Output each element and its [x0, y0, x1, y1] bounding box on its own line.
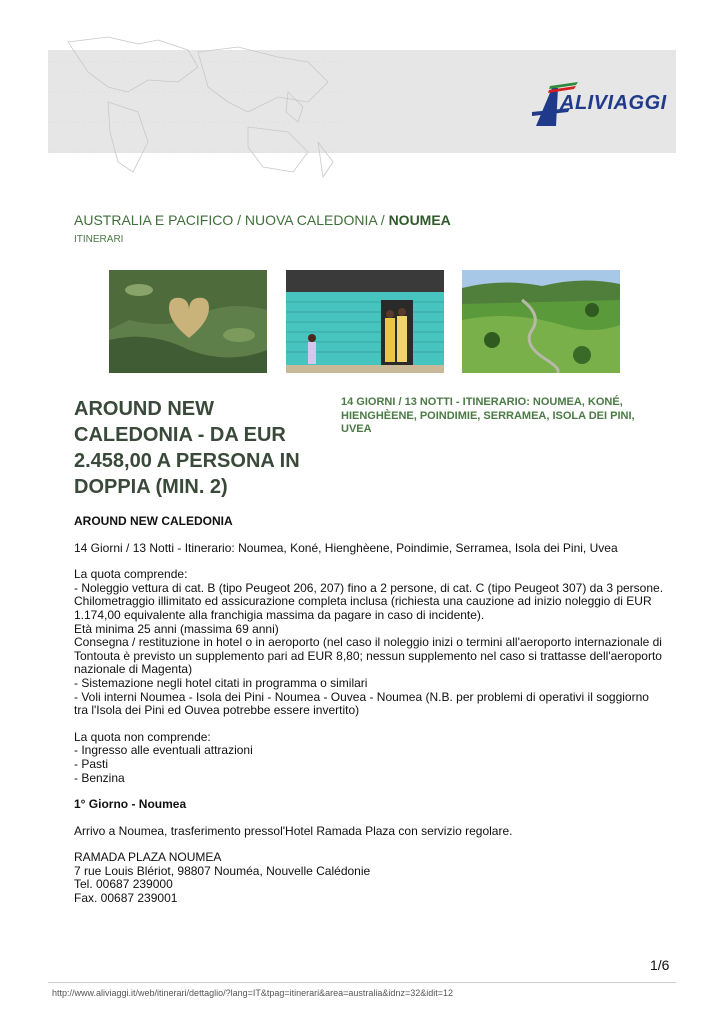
excludes-item: - Pasti	[74, 756, 109, 771]
hotel-block	[74, 851, 664, 905]
breadcrumb-current: NOUMEA	[388, 212, 451, 228]
excludes-title: La quota non comprende:	[74, 729, 211, 744]
footer-url-link[interactable]: http://www.aliviaggi.it/web/itinerari/dettaglio/?lang=IT&tpag=itinerari&area=australia&idnz=32&idit=12	[52, 988, 453, 998]
logo-text: ALIVIAGGI	[560, 92, 667, 114]
includes-item: - Sistemazione negli hotel citati in programma o similari	[74, 675, 368, 690]
includes-item: - Voli interni Noumea - Isola dei Pini - Noumea - Ouvea - Noumea (N.B. per problemi di operativi il soggiorno tra l'Isola dei Pini ed Ouvea potrebbe essere invertito)	[74, 689, 649, 718]
excludes-block	[74, 731, 664, 785]
hotel-line: 7 rue Louis Blériot, 98807 Nouméa, Nouvelle Calédonie	[74, 863, 371, 878]
page-number: 1/6	[650, 957, 670, 973]
hotel-line: Fax. 00687 239001	[74, 891, 178, 906]
includes-item: - Noleggio vettura di cat. B (tipo Peugeot 206, 207) fino a 2 persone, di cat. C (tipo Peugeot 307) da 3 persone.	[74, 580, 664, 595]
excludes-item: - Benzina	[74, 770, 125, 785]
includes-item: Consegna / restituzione in hotel o in aeroporto (nel caso il noleggio inizi o termini all'aeroporto internazionale di Tontouta è previsto un supplemento pari ad EUR 8,80; nessun supplemento nel caso si trattasse dell'aeroporto nazionale di Magenta)	[74, 635, 662, 677]
hotel-line: RAMADA PLAZA NOUMEA	[74, 850, 222, 865]
hotel-line: Tel. 00687 239000	[74, 877, 173, 892]
includes-item: Età minima 25 anni (massima 69 anni)	[74, 621, 279, 636]
itinerary-summary: 14 GIORNI / 13 NOTTI - ITINERARIO: NOUMEA, KONÉ, HIENGHÈENE, POINDIMIE, SERRAMEA, ISOLA DEI PINI, UVEA	[341, 396, 635, 435]
day1-text: Arrivo a Noumea, trasferimento pressol'Hotel Ramada Plaza con servizio regolare.	[74, 823, 513, 838]
excludes-item: - Ingresso alle eventuali attrazioni	[74, 743, 253, 758]
village-house-photo	[286, 270, 444, 373]
breadcrumb-path[interactable]: AUSTRALIA E PACIFICO / NUOVA CALEDONIA /	[74, 212, 389, 228]
footer-divider	[48, 982, 676, 983]
day1-title: 1° Giorno - Noumea	[74, 797, 187, 812]
breadcrumb	[74, 212, 451, 228]
section-label: ITINERARI	[74, 234, 124, 245]
intro-text: 14 Giorni / 13 Notti - Itinerario: Noumea, Koné, Hienghèene, Poindimie, Serramea, Isola dei Pini, Uvea	[74, 540, 618, 555]
includes-item: Chilometraggio illimitato ed assicurazione completa inclusa (richiesta una cauzione ad inizio noleggio di EUR 1.174,00 equivalente alla franchigia massima da pagare in caso di incidente).	[74, 594, 652, 622]
body-heading: AROUND NEW CALEDONIA	[74, 514, 233, 528]
includes-title: La quota comprende:	[74, 567, 188, 582]
includes-block	[74, 568, 664, 718]
heart-reef-aerial-photo	[109, 270, 267, 373]
itinerary-body	[74, 515, 664, 919]
river-valley-photo	[462, 270, 620, 373]
page-title: AROUND NEW CALEDONIA - DA EUR 2.458,00 A PERSONA IN DOPPIA (MIN. 2)	[74, 398, 300, 498]
world-map-graphic	[48, 32, 348, 192]
